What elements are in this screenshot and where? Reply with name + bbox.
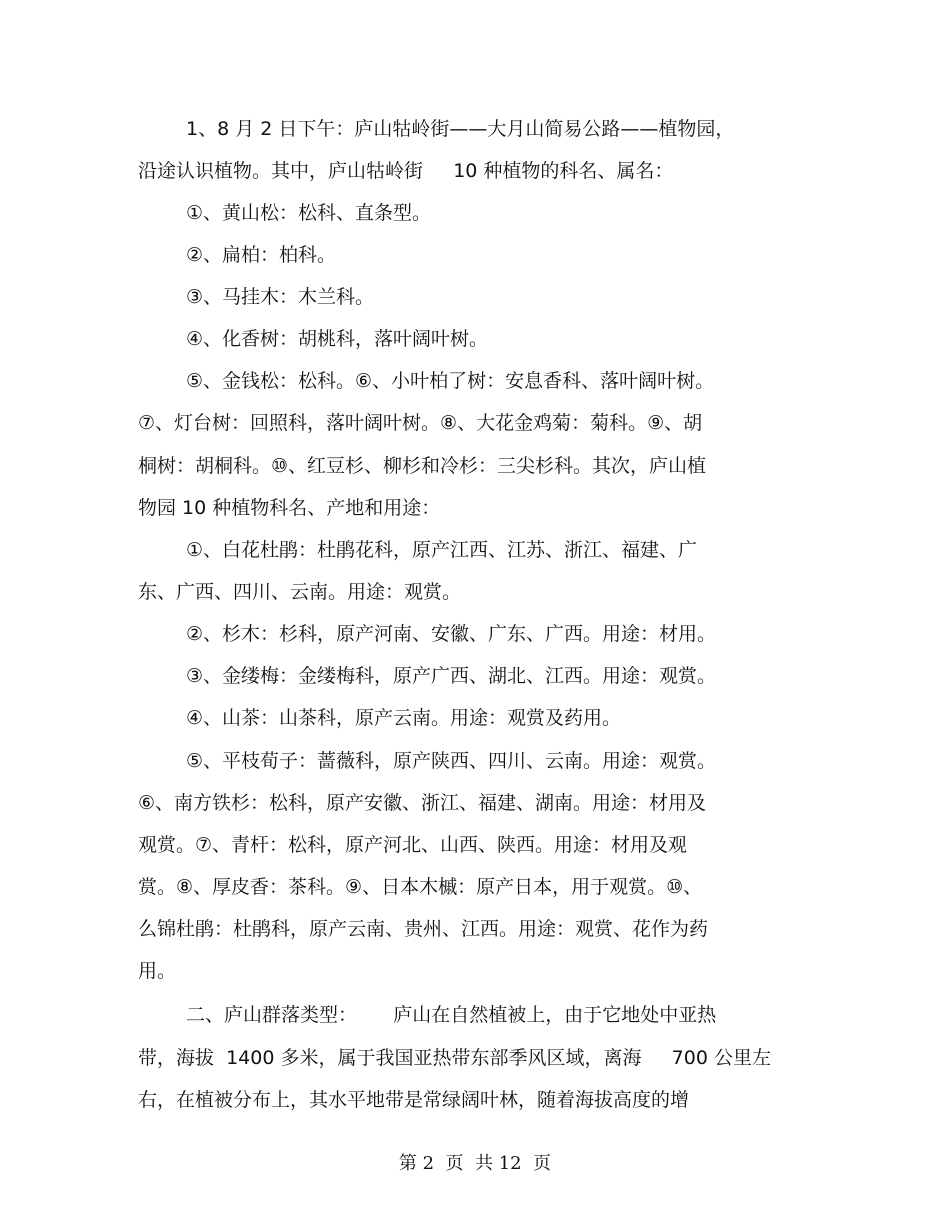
text-line: 赏。⑧、厚皮香：茶科。⑨、日本木槭：原产日本，用于观赏。⑩、 <box>138 876 703 898</box>
text-line: ①、黄山松：松科、直条型。 <box>186 202 432 224</box>
text-line: ⑤、平枝荀子：蔷薇科，原产陕西、四川、云南。用途：观赏。 <box>186 750 717 772</box>
text-line: ③、金缕梅：金缕梅科，原产广西、湖北、江西。用途：观赏。 <box>186 665 717 687</box>
text-line: ①、白花杜鹃：杜鹃花科，原产江西、江苏、浙江、福建、广 <box>186 539 698 561</box>
section-heading-line: 二、庐山群落类型： 庐山在自然植被上，由于它地处中亚热 <box>186 1004 717 1026</box>
text-line: 东、广西、四川、云南。用途：观赏。 <box>138 581 462 603</box>
text-line: ③、马挂木：木兰科。 <box>186 286 375 308</box>
text-line: 带，海拔 1400 多米，属于我国亚热带东部季风区域，离海 700 公里左 <box>138 1047 771 1069</box>
text-line: 桐树：胡桐科。⑩、红豆杉、柳杉和冷杉：三尖杉科。其次，庐山植 <box>138 455 707 477</box>
text-line: ②、扁柏：柏科。 <box>186 244 337 266</box>
text-line: 观赏。⑦、青杆：松科，原产河北、山西、陕西。用途：材用及观 <box>138 834 688 856</box>
text-line: ④、山茶：山茶科，原产云南。用途：观赏及药用。 <box>186 707 622 729</box>
text-line: 沿途认识植物。其中，庐山牯岭街 10 种植物的科名、属名： <box>138 160 674 182</box>
text-line: 用。 <box>138 960 177 982</box>
page-footer: 第 2 页 共 12 页 <box>398 1153 552 1174</box>
text-line: ⑦、灯台树：回照科，落叶阔叶树。⑧、大花金鸡菊：菊科。⑨、胡 <box>138 412 703 434</box>
text-line: 么锦杜鹃：杜鹃科，原产云南、贵州、江西。用途：观赏、花作为药 <box>138 918 709 940</box>
text-line: ⑤、金钱松：松科。⑥、小叶柏了树：安息香科、落叶阔叶树。 <box>186 370 715 392</box>
text-line: ⑥、南方铁杉：松科，原产安徽、浙江、福建、湖南。用途：材用及 <box>138 792 707 814</box>
text-line: ④、化香树：胡桃科，落叶阔叶树。 <box>186 328 489 350</box>
text-line: 1、8 月 2 日下午：庐山牯岭街——大月山简易公路——植物园， <box>186 118 735 140</box>
text-line: 物园 10 种植物科名、产地和用途： <box>138 497 441 519</box>
text-line: ②、杉木：杉科，原产河南、安徽、广东、广西。用途：材用。 <box>186 623 717 645</box>
text-line: 右，在植被分布上，其水平地带是常绿阔叶林，随着海拔高度的增 <box>138 1089 690 1111</box>
